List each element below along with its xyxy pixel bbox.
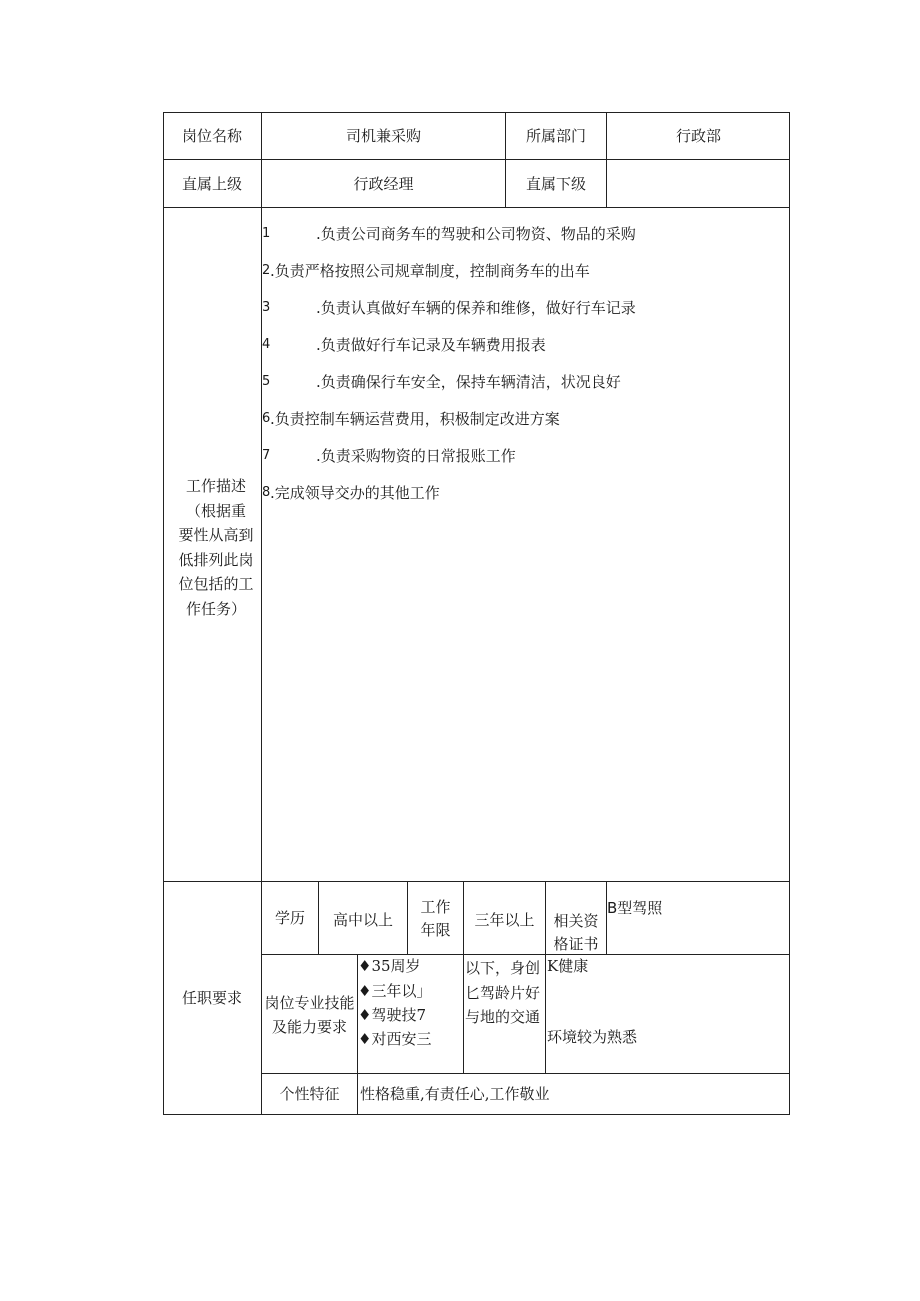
personality-value: 性格稳重,有责任心,工作敬业 [360, 1085, 550, 1103]
position-value: 司机兼采购 [345, 127, 421, 145]
position-label: 岗位名称 [181, 127, 242, 145]
years-label: 工作 [420, 898, 451, 916]
task-text: .负责认真做好车辆的保养和维修，做好行车记录 [316, 299, 636, 317]
row-divider [262, 1073, 790, 1074]
skills-label: 岗位专业技能 [264, 994, 355, 1012]
certificate-label: 相关资 [553, 912, 599, 930]
task-text: .负责控制车辆运营费用，积极制定改进方案 [270, 410, 560, 428]
task-text: .负责严格按照公司规章制度，控制商务车的出车 [270, 262, 590, 280]
column-divider [545, 881, 546, 1074]
skill-item: 以下，身创 [465, 959, 541, 977]
task-number: 5 [262, 374, 271, 389]
superior-value: 行政经理 [353, 175, 414, 193]
personality-label: 个性特征 [279, 1085, 340, 1103]
label-line: 要性从高到 [178, 526, 254, 544]
row-divider [262, 954, 790, 955]
certificate-label: 格证书 [553, 935, 599, 953]
task-number: 8 [262, 485, 271, 500]
column-divider [407, 881, 408, 955]
certificate-value [607, 898, 662, 918]
skills-label: 及能力要求 [271, 1018, 347, 1036]
years-value: 三年以上 [474, 911, 535, 929]
label-line: 位包括的工 [178, 575, 254, 593]
years-label: 年限 [420, 921, 451, 939]
task-text: .完成领导交办的其他工作 [270, 484, 440, 502]
label-line: 低排列此岗 [178, 550, 254, 569]
skill-item: ♦驾驶技7 [358, 1006, 426, 1024]
work-description-label [172, 474, 260, 621]
task-number: 7 [262, 448, 271, 463]
skill-item: 环境较为熟悉 [547, 1028, 638, 1046]
certificate-text: 型驾照 [617, 899, 663, 917]
requirements-label: 任职要求 [181, 989, 242, 1007]
skill-item: ♦35周岁 [358, 957, 421, 975]
superior-label: 直属上级 [181, 175, 242, 193]
task-text: .负责做好行车记录及车辆费用报表 [316, 336, 546, 354]
skill-item: 匕驾龄片好 [465, 984, 541, 1002]
task-number: 4 [262, 337, 271, 352]
skill-item: 与地的交通 [465, 1008, 541, 1026]
row-divider [163, 159, 790, 160]
task-number: 2 [262, 263, 271, 278]
education-value: 高中以上 [332, 911, 393, 929]
task-text: .负责公司商务车的驾驶和公司物资、物品的采购 [316, 225, 636, 243]
task-text: .负责确保行车安全，保持车辆清洁，状况良好 [316, 373, 621, 391]
column-divider [606, 881, 607, 955]
certificate-class: B [607, 899, 618, 917]
task-number: 1 [262, 226, 271, 241]
education-label: 学历 [274, 909, 305, 927]
skill-item: K健康 [547, 957, 589, 975]
label-line: 作任务） [185, 599, 246, 618]
label-line: （根据重 [185, 501, 246, 520]
skill-item: ♦对西安三 [358, 1030, 432, 1048]
subordinate-label: 直属下级 [525, 175, 586, 193]
task-number: 6 [262, 411, 271, 426]
department-label: 所属部门 [525, 127, 586, 145]
row-divider [163, 207, 790, 208]
row-divider [163, 881, 790, 882]
skill-item: ♦三年以」 [358, 982, 432, 1000]
task-number: 3 [262, 300, 271, 315]
label-line: 工作描述 [185, 477, 246, 495]
task-text: .负责采购物资的日常报账工作 [316, 447, 516, 465]
department-value: 行政部 [675, 127, 721, 145]
